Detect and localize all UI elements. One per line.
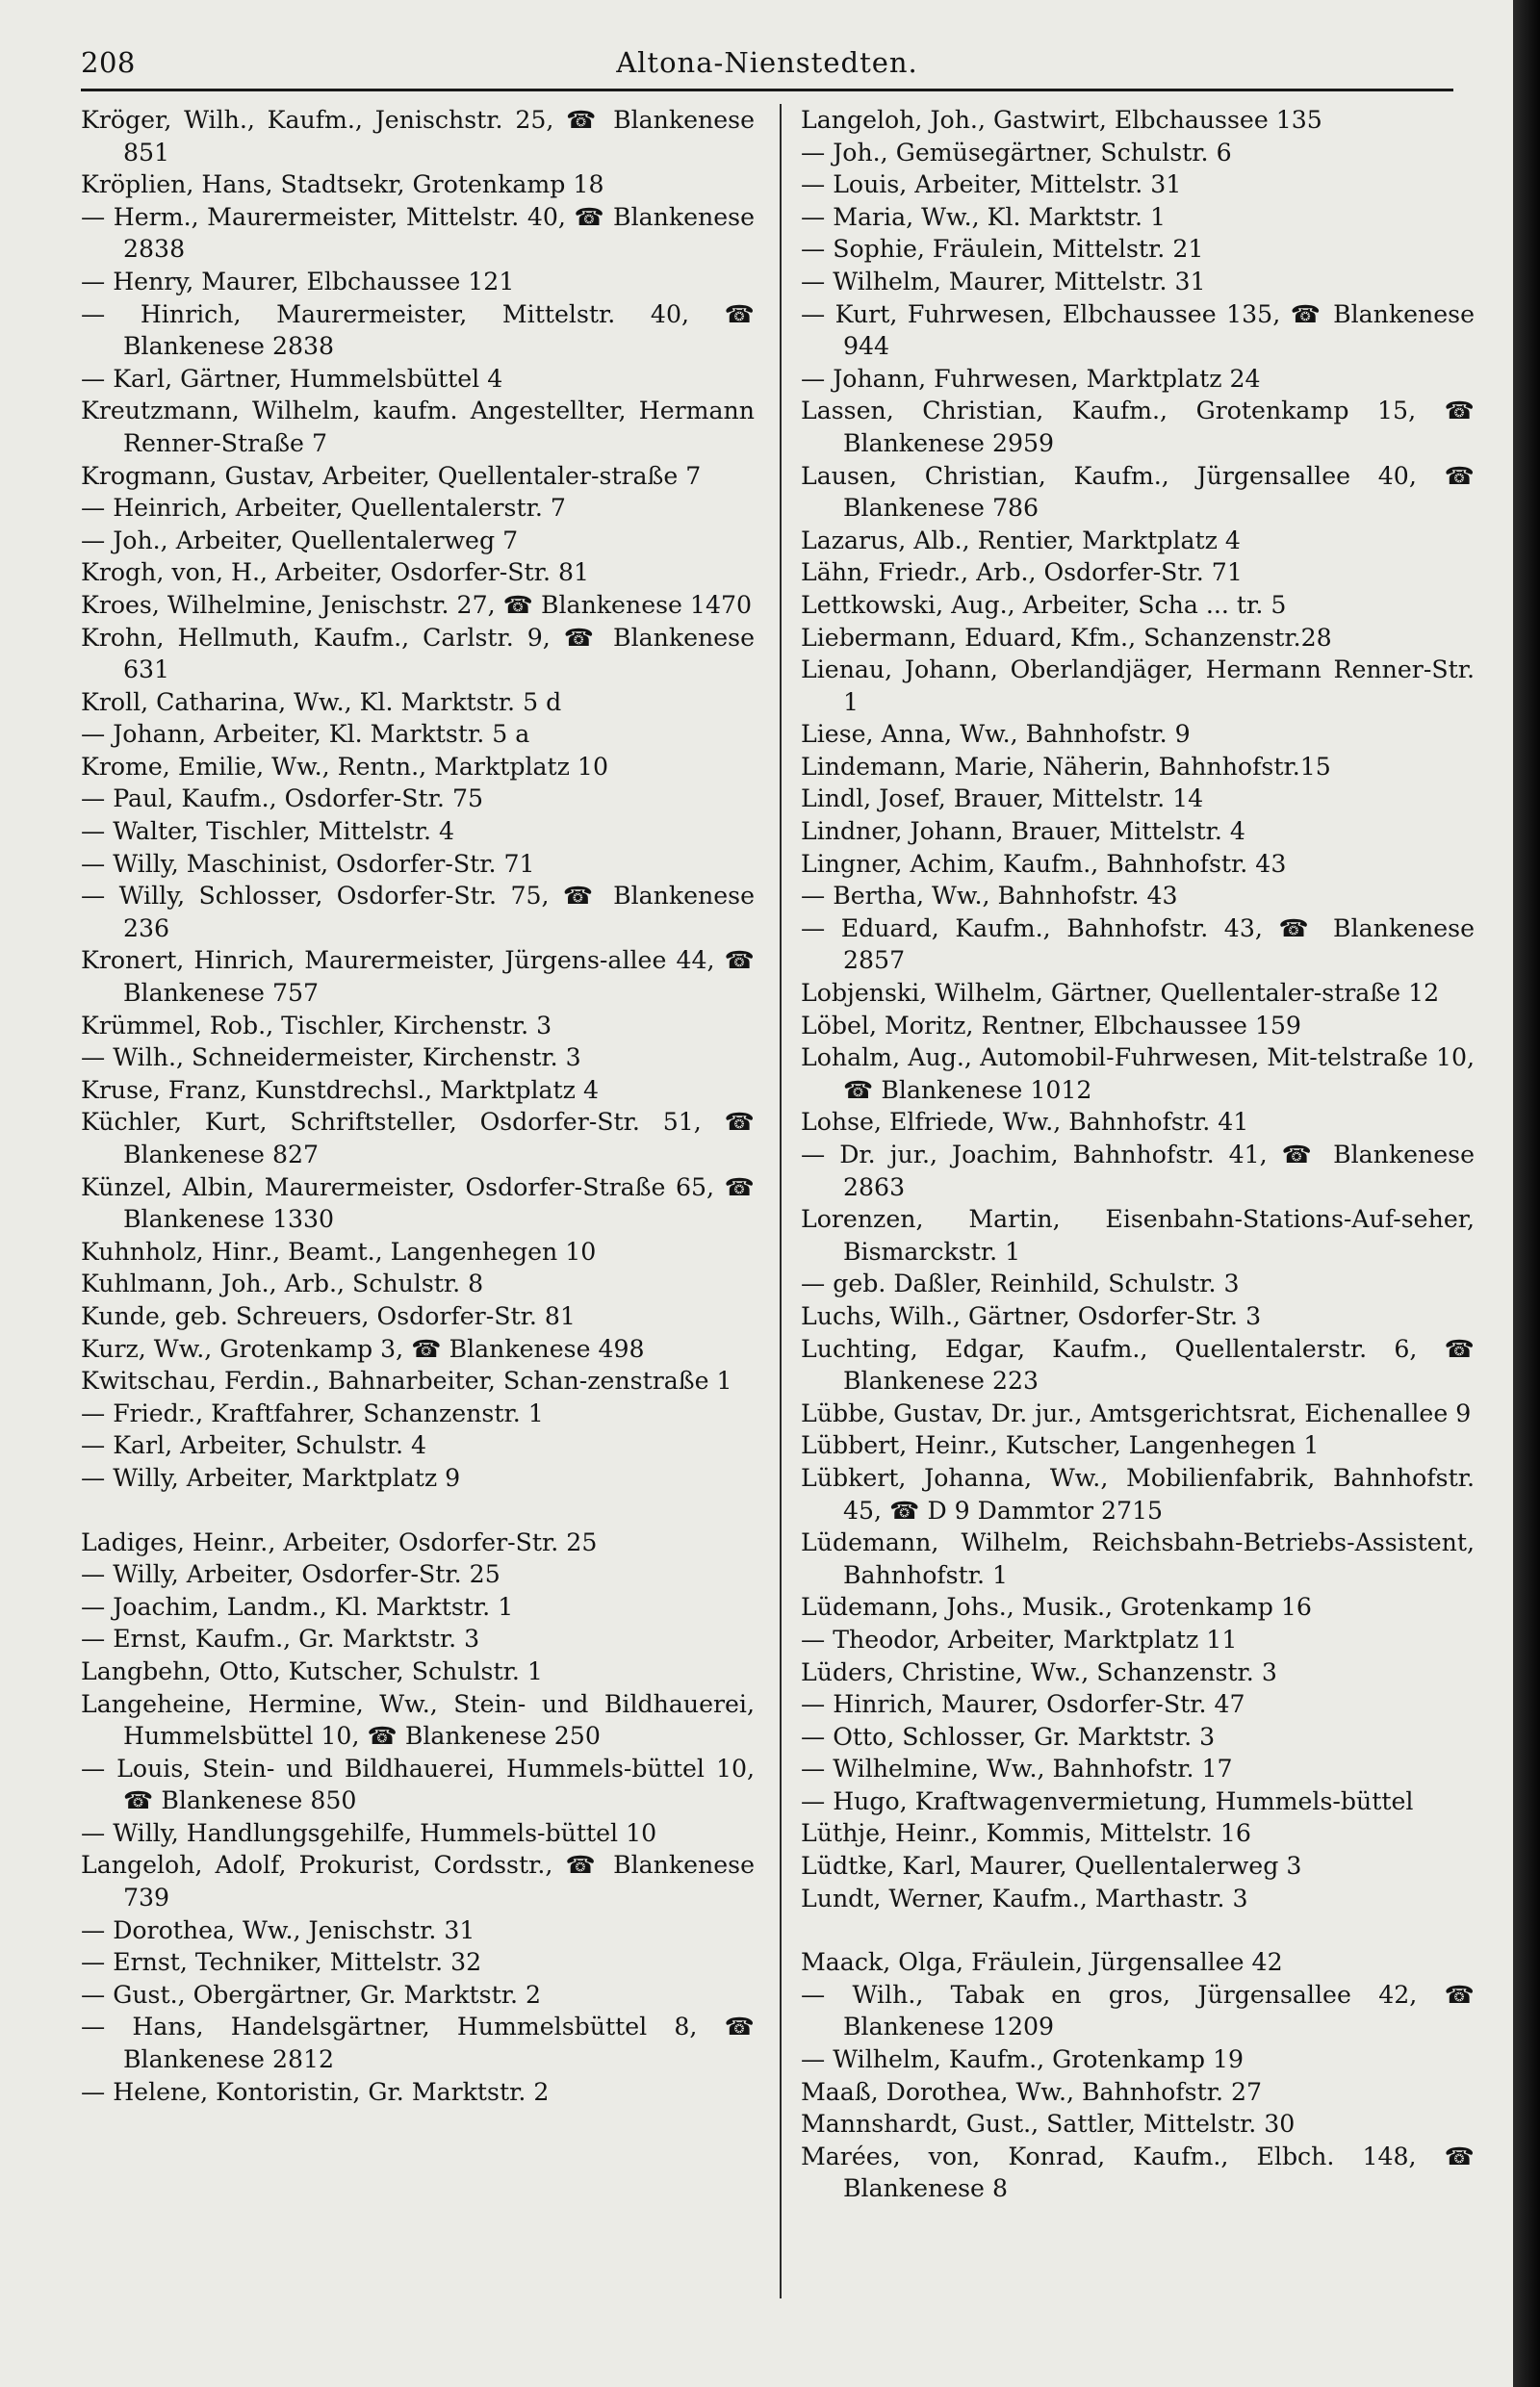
directory-entry: Lorenzen, Martin, Eisenbahn-Stations-Auf-seher, Bismarckstr. 1 (801, 1205, 1475, 1266)
directory-entry: — Bertha, Ww., Bahnhofstr. 43 (801, 882, 1178, 911)
directory-entry: Lienau, Johann, Oberlandjäger, Hermann Renner-Str. 1 (801, 655, 1475, 716)
directory-entry: Lohse, Elfriede, Ww., Bahnhofstr. 41 (801, 1108, 1249, 1137)
directory-entry: Langeheine, Hermine, Ww., Stein- und Bildhauerei, Hummelsbüttel 10, ☎ Blankenese 250 (81, 1689, 755, 1751)
directory-entry: — Willy, Handlungsgehilfe, Hummels-büttel 10 (81, 1818, 657, 1847)
directory-entry: — Sophie, Fräulein, Mittelstr. 21 (801, 235, 1204, 264)
directory-entry: — Willy, Maschinist, Osdorfer-Str. 71 (81, 849, 535, 878)
page-edge-shadow (1513, 0, 1540, 2387)
directory-entry: Langeloh, Joh., Gastwirt, Elbchaussee 135 (801, 106, 1322, 134)
directory-entry: — Hans, Handelsgärtner, Hummelsbüttel 8, ☎ Blankenese 2812 (81, 2013, 755, 2074)
directory-entry: — Henry, Maurer, Elbchaussee 121 (81, 267, 515, 295)
directory-entry: — Maria, Ww., Kl. Marktstr. 1 (801, 202, 1167, 231)
directory-entry: Lüdtke, Karl, Maurer, Quellentalerweg 3 (801, 1852, 1302, 1881)
directory-entry: — Karl, Gärtner, Hummelsbüttel 4 (81, 364, 503, 393)
directory-entry: — Wilhelmine, Ww., Bahnhofstr. 17 (801, 1755, 1233, 1784)
directory-entry: — Eduard, Kaufm., Bahnhofstr. 43, ☎ Blankenese 2857 (801, 913, 1475, 975)
directory-entry: — Paul, Kaufm., Osdorfer-Str. 75 (81, 784, 483, 813)
directory-entry: Lindl, Josef, Brauer, Mittelstr. 14 (801, 784, 1204, 813)
directory-entry: — Wilh., Schneidermeister, Kirchenstr. 3 (81, 1043, 581, 1072)
directory-entry: Luchs, Wilh., Gärtner, Osdorfer-Str. 3 (801, 1301, 1262, 1330)
directory-entry: — Joachim, Landm., Kl. Marktstr. 1 (81, 1592, 514, 1621)
section-gap (81, 1495, 755, 1527)
directory-entry: — Willy, Arbeiter, Marktplatz 9 (81, 1463, 461, 1492)
directory-entry: Mannshardt, Gust., Sattler, Mittelstr. 30 (801, 2110, 1296, 2139)
directory-entry: — Hinrich, Maurermeister, Mittelstr. 40, ☎ Blankenese 2838 (81, 299, 755, 361)
directory-entry: Lübbe, Gustav, Dr. jur., Amtsgerichtsrat, Eichenallee 9 (801, 1399, 1472, 1427)
directory-entry: Lähn, Friedr., Arb., Osdorfer-Str. 71 (801, 558, 1243, 587)
directory-entry: Löbel, Moritz, Rentner, Elbchaussee 159 (801, 1011, 1301, 1040)
directory-entry: Krohn, Hellmuth, Kaufm., Carlstr. 9, ☎ Blankenese 631 (81, 623, 755, 684)
page-header (81, 46, 1453, 92)
directory-entry: Lindemann, Marie, Näherin, Bahnhofstr.15 (801, 752, 1331, 781)
directory-entry: — Kurt, Fuhrwesen, Elbchaussee 135, ☎ Blankenese 944 (801, 299, 1475, 361)
directory-entry: Kröplien, Hans, Stadtsekr, Grotenkamp 18 (81, 170, 604, 199)
directory-entry: — Otto, Schlosser, Gr. Marktstr. 3 (801, 1722, 1216, 1751)
directory-entry: — Karl, Arbeiter, Schulstr. 4 (81, 1431, 426, 1460)
directory-entry: — geb. Daßler, Reinhild, Schulstr. 3 (801, 1270, 1240, 1298)
directory-entry: Krogh, von, H., Arbeiter, Osdorfer-Str. 81 (81, 558, 590, 587)
directory-entry: — Dorothea, Ww., Jenischstr. 31 (81, 1915, 475, 1944)
directory-entry: Ladiges, Heinr., Arbeiter, Osdorfer-Str. 25 (81, 1527, 598, 1556)
directory-entry: Liese, Anna, Ww., Bahnhofstr. 9 (801, 720, 1191, 749)
directory-entry: Luchting, Edgar, Kaufm., Quellentalerstr. 6, ☎ Blankenese 223 (801, 1334, 1475, 1396)
directory-entry: Lindner, Johann, Brauer, Mittelstr. 4 (801, 817, 1245, 846)
directory-entry: Kruse, Franz, Kunstdrechsl., Marktplatz 4 (81, 1075, 599, 1104)
page-number: 208 (81, 46, 136, 79)
directory-entry: — Ernst, Techniker, Mittelstr. 32 (81, 1948, 482, 1977)
directory-entry: Lettkowski, Aug., Arbeiter, Scha ... tr. 5 (801, 590, 1287, 619)
directory-entry: Kurz, Ww., Grotenkamp 3, ☎ Blankenese 498 (81, 1334, 645, 1363)
directory-entry: Lundt, Werner, Kaufm., Marthastr. 3 (801, 1884, 1248, 1912)
directory-entry: — Helene, Kontoristin, Gr. Marktstr. 2 (81, 2077, 550, 2106)
directory-entry: — Johann, Arbeiter, Kl. Marktstr. 5 a (81, 720, 530, 749)
directory-entry: — Louis, Stein- und Bildhauerei, Hummels-büttel 10, ☎ Blankenese 850 (81, 1754, 755, 1815)
directory-entry: Krome, Emilie, Ww., Rentn., Marktplatz 10 (81, 752, 608, 781)
directory-entry: — Wilhelm, Maurer, Mittelstr. 31 (801, 267, 1206, 295)
directory-entry: — Johann, Fuhrwesen, Marktplatz 24 (801, 364, 1261, 393)
header-rule (81, 89, 1453, 91)
directory-entry: Lüdemann, Johs., Musik., Grotenkamp 16 (801, 1593, 1312, 1622)
directory-entry: Lazarus, Alb., Rentier, Marktplatz 4 (801, 526, 1241, 554)
directory-entry: Kuhlmann, Joh., Arb., Schulstr. 8 (81, 1270, 484, 1298)
directory-entry: — Joh., Arbeiter, Quellentalerweg 7 (81, 526, 519, 554)
column-divider (780, 104, 782, 2298)
directory-entry: Kreutzmann, Wilhelm, kaufm. Angestellter, Hermann Renner-Straße 7 (81, 397, 755, 457)
directory-entry: Lüders, Christine, Ww., Schanzenstr. 3 (801, 1657, 1277, 1686)
directory-entry: Krogmann, Gustav, Arbeiter, Quellentaler-straße 7 (81, 461, 702, 490)
left-column (81, 104, 755, 2108)
directory-entry: Künzel, Albin, Maurermeister, Osdorfer-Straße 65, ☎ Blankenese 1330 (81, 1172, 755, 1234)
directory-entry: — Wilh., Tabak en gros, Jürgensallee 42, ☎ Blankenese 1209 (801, 1980, 1475, 2041)
directory-entry: — Wilhelm, Kaufm., Grotenkamp 19 (801, 2045, 1245, 2074)
directory-entry: Lübkert, Johanna, Ww., Mobilienfabrik, Bahnhofstr. 45, ☎ D 9 Dammtor 2715 (801, 1463, 1475, 1525)
directory-entry: — Friedr., Kraftfahrer, Schanzenstr. 1 (81, 1399, 544, 1427)
directory-entry: — Willy, Arbeiter, Osdorfer-Str. 25 (81, 1560, 500, 1589)
directory-entry: Kwitschau, Ferdin., Bahnarbeiter, Schan-zenstraße 1 (81, 1367, 732, 1396)
directory-entry: Kröger, Wilh., Kaufm., Jenischstr. 25, ☎ Blankenese 851 (81, 106, 755, 167)
right-column (801, 104, 1475, 2205)
directory-entry: — Heinrich, Arbeiter, Quellentalerstr. 7 (81, 494, 566, 523)
directory-entry: Maack, Olga, Fräulein, Jürgensallee 42 (801, 1948, 1283, 1977)
directory-entry: Lüdemann, Wilhelm, Reichsbahn-Betriebs-Assistent, Bahnhofstr. 1 (801, 1528, 1475, 1589)
directory-entry: Langeloh, Adolf, Prokurist, Cordsstr., ☎ Blankenese 739 (81, 1851, 755, 1912)
directory-entry: — Herm., Maurermeister, Mittelstr. 40, ☎ Blankenese 2838 (81, 202, 755, 264)
directory-entry: Kroes, Wilhelmine, Jenischstr. 27, ☎ Blankenese 1470 (81, 590, 753, 619)
directory-entry: Lohalm, Aug., Automobil-Fuhrwesen, Mit-telstraße 10, ☎ Blankenese 1012 (801, 1043, 1475, 1104)
directory-entry: Lobjenski, Wilhelm, Gärtner, Quellentaler-straße 12 (801, 979, 1440, 1008)
directory-entry: — Gust., Obergärtner, Gr. Marktstr. 2 (81, 1980, 542, 2009)
directory-entry: Marées, von, Konrad, Kaufm., Elbch. 148, ☎ Blankenese 8 (801, 2142, 1475, 2203)
directory-entry: — Hugo, Kraftwagenvermietung, Hummels-büttel (801, 1786, 1414, 1815)
directory-entry: — Walter, Tischler, Mittelstr. 4 (81, 817, 455, 846)
directory-entry: Kroll, Catharina, Ww., Kl. Marktstr. 5 d (81, 687, 562, 716)
directory-entry: — Theodor, Arbeiter, Marktplatz 11 (801, 1625, 1238, 1654)
running-head: Altona-Nienstedten. (616, 46, 918, 79)
directory-entry: — Willy, Schlosser, Osdorfer-Str. 75, ☎ Blankenese 236 (81, 882, 755, 942)
directory-entry: Liebermann, Eduard, Kfm., Schanzenstr.28 (801, 623, 1332, 652)
directory-entry: Krümmel, Rob., Tischler, Kirchenstr. 3 (81, 1011, 552, 1040)
directory-entry: — Ernst, Kaufm., Gr. Marktstr. 3 (81, 1625, 480, 1654)
directory-entry: Lübbert, Heinr., Kutscher, Langenhegen 1 (801, 1431, 1320, 1460)
directory-entry: — Dr. jur., Joachim, Bahnhofstr. 41, ☎ Blankenese 2863 (801, 1141, 1475, 1201)
directory-entry: Lassen, Christian, Kaufm., Grotenkamp 15, ☎ Blankenese 2959 (801, 397, 1475, 457)
directory-entry: Lausen, Christian, Kaufm., Jürgensallee 40, ☎ Blankenese 786 (801, 461, 1475, 523)
directory-entry: Langbehn, Otto, Kutscher, Schulstr. 1 (81, 1656, 543, 1685)
directory-entry: Kronert, Hinrich, Maurermeister, Jürgens-allee 44, ☎ Blankenese 757 (81, 946, 755, 1008)
directory-entry: — Hinrich, Maurer, Osdorfer-Str. 47 (801, 1690, 1245, 1719)
directory-entry: Küchler, Kurt, Schriftsteller, Osdorfer-Str. 51, ☎ Blankenese 827 (81, 1108, 755, 1168)
directory-entry: Maaß, Dorothea, Ww., Bahnhofstr. 27 (801, 2077, 1263, 2106)
directory-entry: Kuhnholz, Hinr., Beamt., Langenhegen 10 (81, 1237, 597, 1266)
directory-entry: — Louis, Arbeiter, Mittelstr. 31 (801, 170, 1182, 199)
directory-entry: Lüthje, Heinr., Kommis, Mittelstr. 16 (801, 1819, 1251, 1848)
directory-entry: Lingner, Achim, Kaufm., Bahnhofstr. 43 (801, 849, 1287, 878)
section-gap (801, 1914, 1475, 1946)
directory-entry: Kunde, geb. Schreuers, Osdorfer-Str. 81 (81, 1301, 576, 1330)
directory-entry: — Joh., Gemüsegärtner, Schulstr. 6 (801, 138, 1232, 167)
